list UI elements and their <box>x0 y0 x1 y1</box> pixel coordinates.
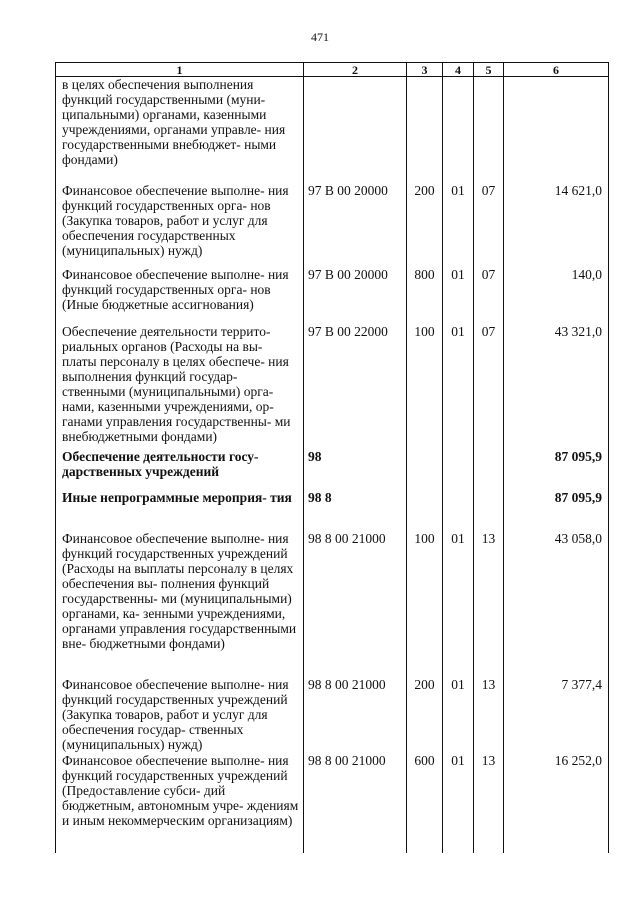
line-item-name: Обеспечение деятельности госу- дарственных учреждений <box>56 449 304 490</box>
section-code <box>443 490 474 531</box>
subsection-code <box>474 449 504 490</box>
line-item-name: Иные непрограммные мероприя- тия <box>56 490 304 531</box>
line-item-name: Обеспечение деятельности террито- риальных органов (Расходы на вы- платы персоналу в целях обеспече- ния выполнения функций государ- ственными (муниципальными) орга- нами, казенными учреждениями, ор- ганами управления государственны- ми внебюджетными фондами) <box>56 324 304 449</box>
section-code: 01 <box>443 183 474 267</box>
line-item-code: 98 8 00 21000 <box>304 753 407 853</box>
table-row <box>56 490 609 531</box>
column-header: 6 <box>504 63 609 77</box>
table-row <box>56 753 609 853</box>
column-header: 2 <box>304 63 407 77</box>
line-item-name: Финансовое обеспечение выполне- ния функций государственных учреждений (Предоставление субси- дий бюджетным, автономным учре- ждениям и иным некоммерческим организациям) <box>56 753 304 853</box>
table-row <box>56 531 609 677</box>
section-code: 01 <box>443 753 474 853</box>
subsection-code: 13 <box>474 677 504 753</box>
line-item-name: Финансовое обеспечение выполне- ния функций государственных учреждений (Расходы на выплаты персоналу в целях обеспечения вы- полнения функций государственны- ми (муниципальными) органами, ка- зенными учреждениями, органами управления государственными вне- бюджетными фондами) <box>56 531 304 677</box>
line-item-code: 98 8 <box>304 490 407 531</box>
line-item-amount: 43 321,0 <box>504 324 609 449</box>
line-item-code: 97 В 00 20000 <box>304 267 407 324</box>
line-item-code: 98 8 00 21000 <box>304 677 407 753</box>
line-item-code: 97 В 00 20000 <box>304 183 407 267</box>
table-row <box>56 449 609 490</box>
line-item-amount <box>504 77 609 183</box>
expense-type-code: 600 <box>407 753 443 853</box>
expense-type-code <box>407 490 443 531</box>
table-row <box>56 77 609 183</box>
section-code: 01 <box>443 677 474 753</box>
line-item-amount: 43 058,0 <box>504 531 609 677</box>
budget-table <box>55 62 609 853</box>
page-number: 471 <box>311 30 329 44</box>
expense-type-code: 200 <box>407 677 443 753</box>
subsection-code: 13 <box>474 531 504 677</box>
section-code <box>443 77 474 183</box>
section-code: 01 <box>443 531 474 677</box>
line-item-code <box>304 77 407 183</box>
column-header: 1 <box>56 63 304 77</box>
line-item-amount: 14 621,0 <box>504 183 609 267</box>
section-code: 01 <box>443 267 474 324</box>
table-row <box>56 677 609 753</box>
column-header: 4 <box>443 63 474 77</box>
line-item-amount: 16 252,0 <box>504 753 609 853</box>
expense-type-code: 200 <box>407 183 443 267</box>
line-item-code: 97 В 00 22000 <box>304 324 407 449</box>
subsection-code: 07 <box>474 324 504 449</box>
expense-type-code <box>407 77 443 183</box>
section-code: 01 <box>443 324 474 449</box>
table-row <box>56 183 609 267</box>
line-item-amount: 87 095,9 <box>504 449 609 490</box>
subsection-code: 07 <box>474 183 504 267</box>
expense-type-code: 800 <box>407 267 443 324</box>
table-row <box>56 324 609 449</box>
line-item-name: Финансовое обеспечение выполне- ния функций государственных орга- нов (Закупка товаров, работ и услуг для обеспечения государственных (муниципальных) нужд) <box>56 183 304 267</box>
line-item-code: 98 <box>304 449 407 490</box>
line-item-amount: 140,0 <box>504 267 609 324</box>
line-item-amount: 87 095,9 <box>504 490 609 531</box>
column-header: 5 <box>474 63 504 77</box>
line-item-name: в целях обеспечения выполнения функций государственными (муни- ципальными) органами, казенными учреждениями, органами управле- ния государственными внебюджет- ными фондами) <box>56 77 304 183</box>
line-item-name: Финансовое обеспечение выполне- ния функций государственных орга- нов (Иные бюджетные ассигнования) <box>56 267 304 324</box>
subsection-code: 07 <box>474 267 504 324</box>
line-item-name: Финансовое обеспечение выполне- ния функций государственных учреждений (Закупка товаров, работ и услуг для обеспечения государ- ственных (муниципальных) нужд) <box>56 677 304 753</box>
subsection-code <box>474 490 504 531</box>
subsection-code <box>474 77 504 183</box>
expense-type-code: 100 <box>407 324 443 449</box>
table-row <box>56 267 609 324</box>
subsection-code: 13 <box>474 753 504 853</box>
expense-type-code <box>407 449 443 490</box>
column-header: 3 <box>407 63 443 77</box>
section-code <box>443 449 474 490</box>
expense-type-code: 100 <box>407 531 443 677</box>
line-item-code: 98 8 00 21000 <box>304 531 407 677</box>
line-item-amount: 7 377,4 <box>504 677 609 753</box>
column-header-row <box>56 63 609 77</box>
